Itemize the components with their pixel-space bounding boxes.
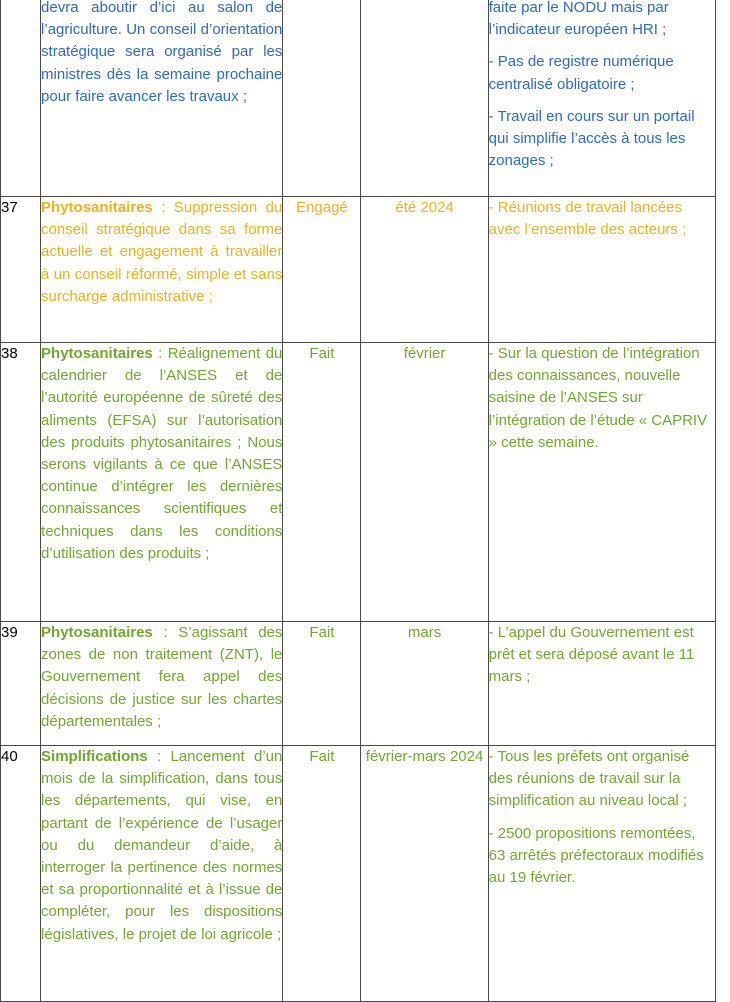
status-cell: Fait [283, 746, 361, 1002]
row-number: 37 [1, 197, 41, 343]
date-cell [361, 0, 488, 197]
measure-cell [41, 0, 283, 197]
row-number: 40 [1, 746, 41, 1002]
measure-theme: Phytosanitaires [41, 624, 153, 641]
comments-cell [488, 746, 715, 1002]
measure-cell [41, 343, 283, 622]
measure-text: devra aboutir d’ici au salon de l’agriculture. Un conseil d’orientation stratégique sera organisé par les ministres dès la semaine prochaine pour faire avancer les travaux ; [41, 0, 283, 105]
status-cell: Fait [283, 622, 361, 746]
table-row [1, 622, 716, 746]
measure-cell [41, 622, 283, 746]
comment: - L’appel du Gouvernement est prêt et sera déposé avant le 11 mars ; [488, 624, 695, 686]
status-cell [283, 0, 361, 197]
measure-text: : Suppression du conseil stratégique dans sa forme actuelle et engagement à travailler à un conseil réformé, simple et sans surcharge administrative ; [41, 199, 283, 305]
table-row [1, 0, 716, 197]
measure-theme: Phytosanitaires [41, 345, 153, 362]
table-row [1, 746, 716, 1002]
table-row [1, 343, 716, 622]
measure-text: : S’agissant des zones de non traitement (ZNT), le Gouvernement fera appel des décisions de justice sur les chartes départementales ; [41, 624, 283, 730]
comment: - Tous les préfets ont organisé des réunions de travail sur la simplification au niveau local ; [488, 748, 690, 810]
status-cell: Engagé [283, 197, 361, 343]
comment: faite par le NODU mais par l’indicateur européen HRI ; [488, 0, 669, 39]
date-cell: février-mars 2024 [361, 746, 488, 1002]
status-cell: Fait [283, 343, 361, 622]
row-number [1, 0, 41, 197]
measure-theme: Phytosanitaires [41, 199, 153, 216]
comments-cell [488, 343, 715, 622]
measure-cell [41, 197, 283, 343]
row-number: 38 [1, 343, 41, 622]
comments-cell [488, 0, 715, 197]
comment: - Pas de registre numérique centralisé obligatoire ; [488, 53, 674, 93]
comment: - Sur la question de l’intégration des connaissances, nouvelle saisine de l’ANSES sur l’intégration de l’étude « CAPRIV » cette semaine. [488, 345, 708, 451]
measure-cell [41, 746, 283, 1002]
measure-theme: Simplifications [41, 748, 148, 765]
comments-cell [488, 622, 715, 746]
date-cell: mars [361, 622, 488, 746]
row-number: 39 [1, 622, 41, 746]
measure-text: : Réalignement du calendrier de l’ANSES et de l’autorité européenne de sûreté des aliments (EFSA) sur l’autorisation des produits phytosanitaires ; Nous serons vigilants à ce que l’ANSES continue d’intégrer les dernières connaissances scientifiques et techniques dans les conditions d’utilisation des produits ; [41, 345, 283, 562]
comment: - Travail en cours sur un portail qui simplifie l’accès à tous les zonages ; [488, 107, 695, 170]
comment: - Réunions de travail lancées avec l’ensemble des acteurs ; [488, 199, 687, 239]
measure-text: : Lancement d’un mois de la simplification, dans tous les départements, qui vise, en partant de l’expérience de l’usager ou du demandeur d’aide, à interroger la pertinence des normes et sa proportionnalité et à l’issue de compléter, pour les dispositions législatives, le projet de loi agricole ; [41, 748, 283, 943]
comment: - 2500 propositions remontées, 63 arrêtés préfectoraux modifiés au 19 février. [488, 824, 704, 887]
date-cell: février [361, 343, 488, 622]
table-row [1, 197, 716, 343]
comments-cell [488, 197, 715, 343]
date-cell: été 2024 [361, 197, 488, 343]
